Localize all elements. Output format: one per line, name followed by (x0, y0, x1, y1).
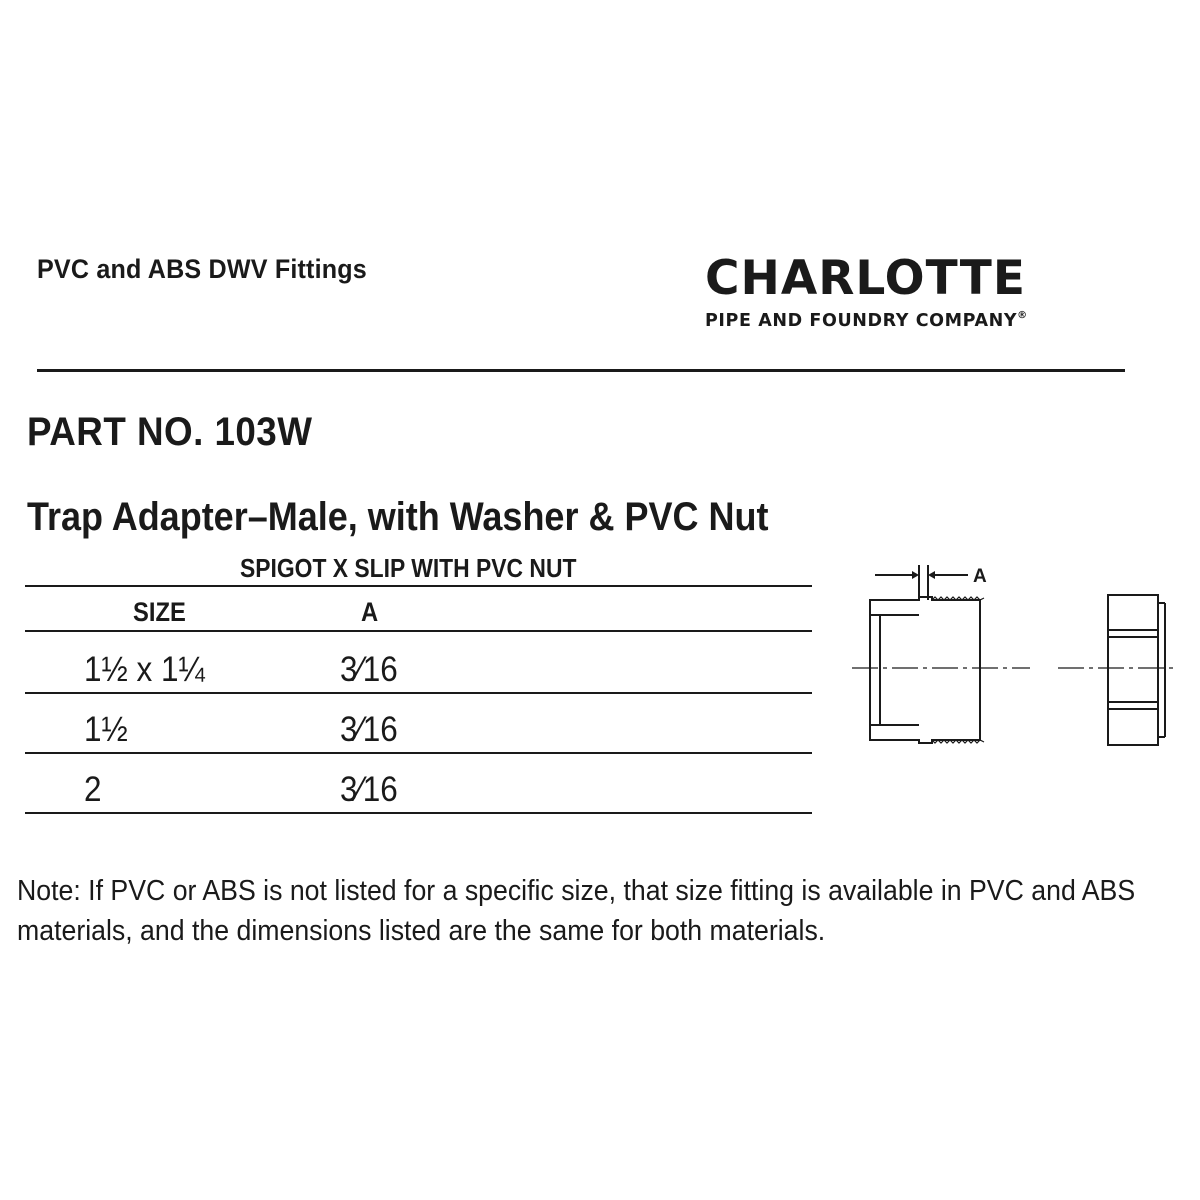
part-subtitle: SPIGOT X SLIP WITH PVC NUT (240, 553, 577, 583)
header-divider (37, 369, 1125, 372)
part-number: PART NO. 103W (27, 410, 313, 454)
part-title: Trap Adapter–Male, with Washer & PVC Nut (27, 495, 769, 539)
category-title: PVC and ABS DWV Fittings (37, 254, 367, 284)
table-rule (25, 812, 812, 814)
table-cell-size: 2 (84, 770, 102, 809)
table-rule (25, 585, 812, 587)
brand-logo (705, 251, 1125, 331)
table-rule (25, 630, 812, 632)
table-rule (25, 752, 812, 754)
table-cell-a: 3⁄16 (340, 770, 398, 809)
table-rule (25, 692, 812, 694)
brand-name: CHARLOTTE (705, 251, 1026, 306)
table-cell-size: 1½ (84, 710, 128, 749)
fitting-diagram (840, 555, 1185, 755)
table-cell-size: 1½ x 1¼ (84, 650, 205, 689)
table-cell-a: 3⁄16 (340, 650, 398, 689)
dimension-label-a: A (973, 566, 987, 587)
footnote: Note: If PVC or ABS is not listed for a specific size, that size fitting is available in PVC and ABS materials, and the dimensions listed are the same for both materials. (17, 875, 1136, 947)
column-header-a: A (361, 597, 379, 627)
table-cell-a: 3⁄16 (340, 710, 398, 749)
column-header-size: SIZE (133, 597, 186, 627)
brand-subtitle: PIPE AND FOUNDRY COMPANY® (705, 310, 1028, 331)
